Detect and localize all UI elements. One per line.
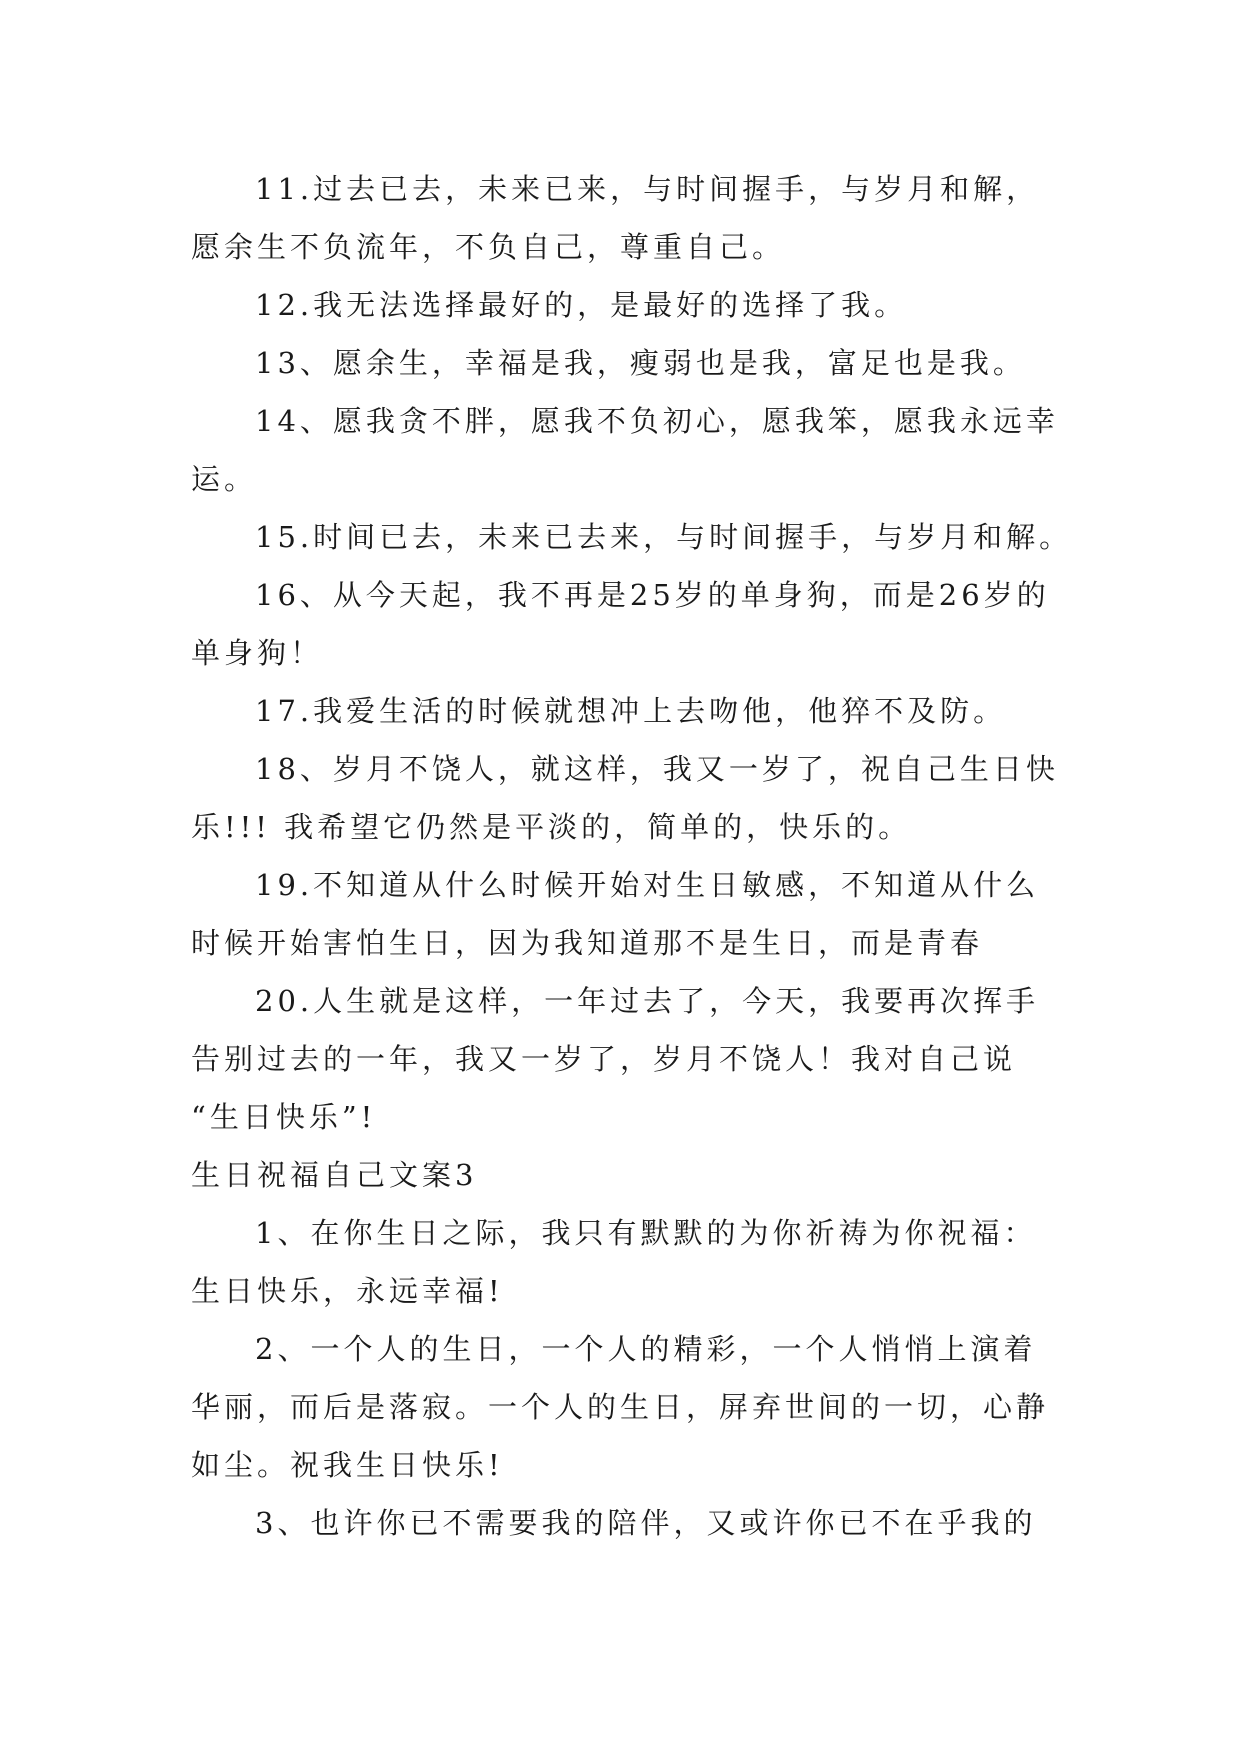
paragraph bbox=[191, 682, 1071, 740]
paragraph-first-line: 1、在你生日之际，我只有默默的为你祈祷为你祝福： bbox=[255, 1216, 1037, 1250]
paragraph-first-line: 12.我无法选择最好的，是最好的选择了我。 bbox=[255, 288, 908, 322]
paragraph-line: “生日快乐”! bbox=[191, 1100, 377, 1134]
paragraph-line: 单身狗！ bbox=[191, 636, 324, 670]
paragraph-first-line: 19.不知道从什么时候开始对生日敏感，不知道从什么 bbox=[255, 868, 1040, 902]
paragraph bbox=[191, 1204, 1071, 1320]
paragraph bbox=[191, 972, 1071, 1146]
paragraph-first-line: 20.人生就是这样，一年过去了，今天，我要再次挥手 bbox=[255, 984, 1040, 1018]
paragraph-line: 生日快乐，永远幸福! bbox=[191, 1274, 504, 1308]
paragraph bbox=[191, 1320, 1071, 1494]
document-body bbox=[191, 160, 1071, 1552]
paragraph bbox=[191, 276, 1071, 334]
paragraph-first-line: 17.我爱生活的时候就想冲上去吻他，他猝不及防。 bbox=[255, 694, 1007, 728]
paragraph bbox=[191, 508, 1071, 566]
paragraph bbox=[191, 160, 1071, 276]
paragraph-first-line: 16、从今天起，我不再是25岁的单身狗，而是26岁的 bbox=[255, 578, 1050, 612]
paragraph-line: 运。 bbox=[191, 462, 258, 496]
paragraph bbox=[191, 740, 1071, 856]
paragraph-line: 告别过去的一年，我又一岁了，岁月不饶人！我对自己说 bbox=[191, 1042, 1017, 1076]
paragraph-first-line: 18、岁月不饶人，就这样，我又一岁了，祝自己生日快 bbox=[255, 752, 1059, 786]
section-heading: 生日祝福自己文案3 bbox=[191, 1158, 478, 1192]
paragraph-line: 愿余生不负流年，不负自己，尊重自己。 bbox=[191, 230, 786, 264]
paragraph bbox=[191, 566, 1071, 682]
paragraph-line: 华丽，而后是落寂。一个人的生日，屏弃世间的一切，心静 bbox=[191, 1390, 1050, 1424]
paragraph-line: 乐!!! 我希望它仍然是平淡的，简单的，快乐的。 bbox=[191, 810, 912, 844]
paragraph-first-line: 13、愿余生，幸福是我，瘦弱也是我，富足也是我。 bbox=[255, 346, 1026, 380]
paragraph bbox=[191, 392, 1071, 508]
paragraph bbox=[191, 856, 1071, 972]
paragraph-line: 如尘。祝我生日快乐! bbox=[191, 1448, 504, 1482]
paragraph bbox=[191, 334, 1071, 392]
paragraph-first-line: 2、一个人的生日，一个人的精彩，一个人悄悄上演着 bbox=[255, 1332, 1037, 1366]
paragraph bbox=[191, 1494, 1071, 1552]
paragraph-first-line: 11.过去已去，未来已来，与时间握手，与岁月和解， bbox=[255, 172, 1040, 206]
paragraph-line: 时候开始害怕生日，因为我知道那不是生日，而是青春 bbox=[191, 926, 984, 960]
paragraph-first-line: 15.时间已去，未来已去来，与时间握手，与岁月和解。 bbox=[255, 520, 1073, 554]
paragraph-first-line: 14、愿我贪不胖，愿我不负初心，愿我笨，愿我永远幸 bbox=[255, 404, 1059, 438]
paragraph-first-line: 3、也许你已不需要我的陪伴，又或许你已不在乎我的 bbox=[255, 1506, 1037, 1540]
